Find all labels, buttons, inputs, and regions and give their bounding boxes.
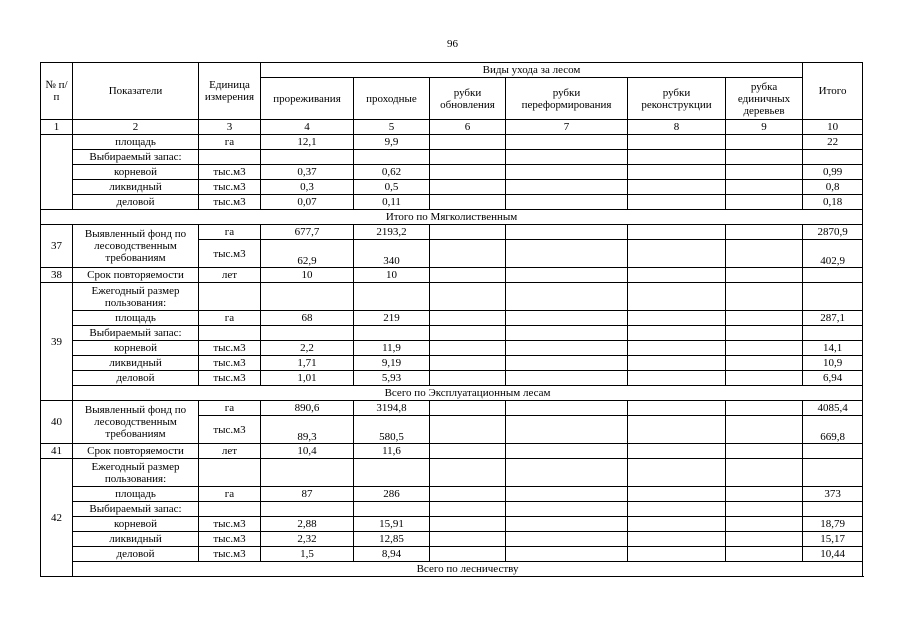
- row-number: 37: [41, 225, 73, 268]
- header-type-reformation: рубки переформирования: [506, 78, 628, 120]
- row-unit: тыс.м3: [199, 532, 261, 547]
- table-row: [41, 487, 863, 502]
- row-number: 40: [41, 401, 73, 444]
- value-total: 10,9: [803, 356, 863, 371]
- row-label: корневой: [73, 341, 199, 356]
- table-row: [41, 502, 863, 517]
- value-thinning: 12,1: [261, 135, 354, 150]
- row-number-empty: [41, 135, 73, 210]
- row-label: Выбираемый запас:: [73, 150, 199, 165]
- value-thinning: 68: [261, 311, 354, 326]
- row-label: Выбираемый запас:: [73, 502, 199, 517]
- row-unit: лет: [199, 268, 261, 283]
- table-row: [41, 341, 863, 356]
- row-label: Срок повторяемости: [73, 268, 199, 283]
- table-row: [41, 283, 863, 311]
- value-passing: 11,9: [354, 341, 430, 356]
- value-thinning: 1,71: [261, 356, 354, 371]
- row-unit: га: [199, 487, 261, 502]
- row-label: корневой: [73, 165, 199, 180]
- row-unit: тыс.м3: [199, 416, 261, 444]
- section-heading-forestry: [41, 562, 863, 577]
- row-unit: лет: [199, 444, 261, 459]
- value-total: 0,99: [803, 165, 863, 180]
- value-passing: 2193,2: [354, 225, 430, 240]
- value-thinning: 2,2: [261, 341, 354, 356]
- value-thinning: 10: [261, 268, 354, 283]
- column-number: 1: [41, 120, 73, 135]
- value-passing: 15,91: [354, 517, 430, 532]
- row-unit: тыс.м3: [199, 341, 261, 356]
- table-row: [41, 150, 863, 165]
- value-total: 6,94: [803, 371, 863, 386]
- value-total: 373: [803, 487, 863, 502]
- row-unit: тыс.м3: [199, 547, 261, 562]
- value-passing: 10: [354, 268, 430, 283]
- value-total: 14,1: [803, 341, 863, 356]
- value-passing: 0,62: [354, 165, 430, 180]
- header-indicators: Показатели: [73, 63, 199, 120]
- table-row: [41, 268, 863, 283]
- value-thinning: 1,01: [261, 371, 354, 386]
- section-heading-soft: [41, 210, 863, 225]
- value-total: 15,17: [803, 532, 863, 547]
- value-thinning: 2,32: [261, 532, 354, 547]
- header-num: № п/п: [41, 63, 73, 120]
- row-unit: га: [199, 311, 261, 326]
- value-passing: 3194,8: [354, 401, 430, 416]
- row-unit: га: [199, 225, 261, 240]
- section-heading-exploit: [41, 386, 863, 401]
- value-passing: 9,19: [354, 356, 430, 371]
- row-number: 41: [41, 444, 73, 459]
- row-unit: га: [199, 401, 261, 416]
- row-label: площадь: [73, 487, 199, 502]
- column-number: 9: [726, 120, 803, 135]
- row-number: 38: [41, 268, 73, 283]
- value-passing: 0,5: [354, 180, 430, 195]
- row-number: 39: [41, 283, 73, 401]
- value-passing: 0,11: [354, 195, 430, 210]
- table-row: [41, 165, 863, 180]
- value-thinning: 10,4: [261, 444, 354, 459]
- table-row: [41, 547, 863, 562]
- value-total: 4085,4: [803, 401, 863, 416]
- value-thinning: 890,6: [261, 401, 354, 416]
- value-total: 669,8: [803, 416, 863, 444]
- row-unit: га: [199, 135, 261, 150]
- table-row: [41, 135, 863, 150]
- row-label: ликвидный: [73, 356, 199, 371]
- row-number: 42: [41, 459, 73, 577]
- value-thinning: 1,5: [261, 547, 354, 562]
- table-row: [41, 517, 863, 532]
- value-passing: 12,85: [354, 532, 430, 547]
- value-total: 287,1: [803, 311, 863, 326]
- column-number: 3: [199, 120, 261, 135]
- row-unit: тыс.м3: [199, 371, 261, 386]
- table-row: [41, 311, 863, 326]
- column-number: 8: [628, 120, 726, 135]
- column-number: 10: [803, 120, 863, 135]
- row-label: площадь: [73, 135, 199, 150]
- value-thinning: 89,3: [261, 416, 354, 444]
- value-total: 402,9: [803, 240, 863, 268]
- value-thinning: 0,3: [261, 180, 354, 195]
- column-number: 2: [73, 120, 199, 135]
- column-number: 4: [261, 120, 354, 135]
- column-number: 5: [354, 120, 430, 135]
- row-label: Срок повторяемости: [73, 444, 199, 459]
- row-label: Ежегодный размер пользования:: [73, 459, 199, 487]
- table-row: [41, 356, 863, 371]
- column-numbers-row: [41, 120, 863, 135]
- value-thinning: 0,37: [261, 165, 354, 180]
- value-passing: 580,5: [354, 416, 430, 444]
- row-label: Выбираемый запас:: [73, 326, 199, 341]
- header-total: Итого: [803, 63, 863, 120]
- value-thinning: 62,9: [261, 240, 354, 268]
- header-type-reconstruction: рубки реконструкции: [628, 78, 726, 120]
- row-label: ликвидный: [73, 180, 199, 195]
- row-label: корневой: [73, 517, 199, 532]
- header-type-renewal: рубки обновления: [430, 78, 506, 120]
- value-thinning: 0,07: [261, 195, 354, 210]
- row-unit: тыс.м3: [199, 165, 261, 180]
- value-total: 0,8: [803, 180, 863, 195]
- value-thinning: 87: [261, 487, 354, 502]
- table-row: [41, 371, 863, 386]
- row-label: площадь: [73, 311, 199, 326]
- table-row: [41, 195, 863, 210]
- page-number: 96: [447, 38, 458, 50]
- column-number: 6: [430, 120, 506, 135]
- header-type-thinning: прореживания: [261, 78, 354, 120]
- table-row: [41, 180, 863, 195]
- value-passing: 340: [354, 240, 430, 268]
- column-number: 7: [506, 120, 628, 135]
- table-row: [41, 401, 863, 416]
- row-unit: тыс.м3: [199, 356, 261, 371]
- table-row: [41, 444, 863, 459]
- row-label: Выявленный фонд по лесоводственным требованиям: [73, 401, 199, 444]
- table-row: [41, 459, 863, 487]
- row-label: ликвидный: [73, 532, 199, 547]
- value-passing: 8,94: [354, 547, 430, 562]
- value-thinning: 2,88: [261, 517, 354, 532]
- header-row-1: [41, 63, 863, 78]
- value-total: 10,44: [803, 547, 863, 562]
- header-unit: Единица измерения: [199, 63, 261, 120]
- header-group-title: Виды ухода за лесом: [261, 63, 803, 78]
- value-passing: 11,6: [354, 444, 430, 459]
- row-unit: тыс.м3: [199, 240, 261, 268]
- value-thinning: 677,7: [261, 225, 354, 240]
- value-total: 22: [803, 135, 863, 150]
- value-passing: 9,9: [354, 135, 430, 150]
- section-title: Итого по Мягколиственным: [41, 210, 863, 225]
- table-row: [41, 326, 863, 341]
- row-label: деловой: [73, 195, 199, 210]
- section-title: Всего по Эксплуатационным лесам: [73, 386, 863, 401]
- value-total: 18,79: [803, 517, 863, 532]
- value-total: 0,18: [803, 195, 863, 210]
- value-passing: 219: [354, 311, 430, 326]
- table-row: [41, 532, 863, 547]
- row-label: Ежегодный размер пользования:: [73, 283, 199, 311]
- value-total: 2870,9: [803, 225, 863, 240]
- header-type-passing: проходные: [354, 78, 430, 120]
- header-type-single-trees: рубка единичных деревьев: [726, 78, 803, 120]
- row-label: деловой: [73, 371, 199, 386]
- row-label: Выявленный фонд по лесоводственным требованиям: [73, 225, 199, 268]
- value-passing: 5,93: [354, 371, 430, 386]
- row-unit: тыс.м3: [199, 180, 261, 195]
- table-row: [41, 225, 863, 240]
- forest-care-table: [40, 62, 863, 577]
- section-title: Всего по лесничеству: [73, 562, 863, 577]
- row-unit: тыс.м3: [199, 195, 261, 210]
- row-label: деловой: [73, 547, 199, 562]
- value-passing: 286: [354, 487, 430, 502]
- row-unit: тыс.м3: [199, 517, 261, 532]
